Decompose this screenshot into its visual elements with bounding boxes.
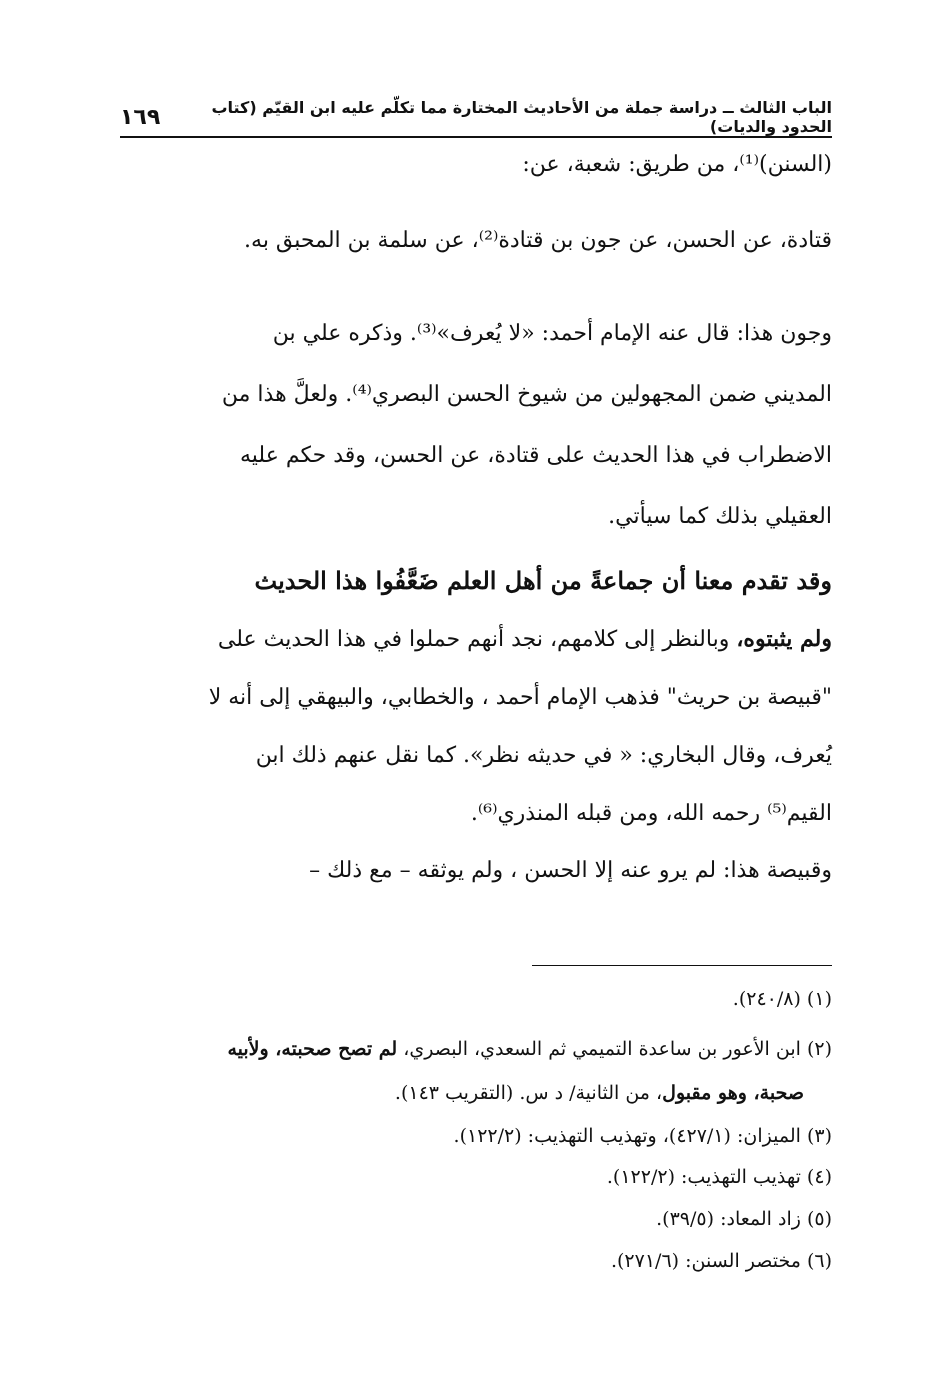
- text-line: قتادة، عن الحسن، عن جون بن قتادة⁽²⁾، عن سلمة بن المحبق به.: [244, 228, 832, 253]
- footnote-4: (٤) تهذيب التهذيب: (١٢٢/٢).: [606, 1166, 832, 1188]
- footnote-2-line-1: [120, 1038, 832, 1060]
- bold-text-line: وقد تقدم معنا أن جماعةً من أهل العلم ضَعَّفُوا هذا الحديث: [254, 566, 832, 595]
- text-line: (السنن)⁽¹⁾، من طريق: شعبة، عن:: [522, 152, 832, 177]
- text-line: وقبيصة هذا: لم يرو عنه إلا الحسن ، ولم يوثقه – مع ذلك –: [309, 858, 832, 883]
- paragraph-3: [120, 303, 832, 547]
- footnote-3: (٣) الميزان: (٤٢٧/١)، وتهذيب التهذيب: (١٢٢/٢).: [453, 1125, 832, 1147]
- paragraph-4: [120, 552, 832, 843]
- bold-phrase: صحبة، وهو مقبول: [662, 1082, 804, 1104]
- footnote-rule: [532, 965, 832, 966]
- bold-phrase: ولم يثبتوه،: [736, 626, 832, 652]
- text-line: [120, 610, 832, 669]
- text-run: ، من الثانية/ د س. (التقريب ١٤٣).: [394, 1082, 663, 1104]
- text-line: المديني ضمن المجهولين من شيوخ الحسن البصري⁽⁴⁾. ولعلَّ هذا من: [221, 382, 832, 407]
- text-run: (٢) ابن الأعور بن ساعدة التميمي ثم السعدي، البصري،: [397, 1038, 832, 1060]
- footnote-2-line-2: [120, 1082, 832, 1104]
- text-line: وجون هذا: قال عنه الإمام أحمد: «لا يُعرف»⁽³⁾. وذكره علي بن: [272, 321, 832, 346]
- text-line: العقيلي بذلك كما سيأتي.: [608, 504, 832, 529]
- running-title: الباب الثالث ــ دراسة جملة من الأحاديث المختارة مما تكلّم عليه ابن القيّم (كتاب الحدود والديات): [211, 98, 832, 136]
- text-run: وبالنظر إلى كلامهم، نجد أنهم حملوا في هذا الحديث على: [217, 627, 737, 652]
- header-rule: [120, 136, 832, 138]
- paragraph-2: [120, 228, 832, 253]
- bold-phrase: لم تصح صحبته، ولأبيه: [227, 1038, 398, 1060]
- text-line: "قبيصة بن حريث" فذهب الإمام أحمد ، والخطابي، والبيهقي إلى أنه لا: [208, 685, 832, 710]
- footnote-5: (٥) زاد المعاد: (٣٩/٥).: [656, 1208, 832, 1230]
- text-line: الاضطراب في هذا الحديث على قتادة، عن الحسن، وقد حكم عليه: [239, 443, 832, 468]
- paragraph-5: [120, 858, 832, 883]
- footnote-6: (٦) مختصر السنن: (٢٧١/٦).: [610, 1250, 832, 1272]
- page-header: [120, 100, 832, 134]
- text-line: القيم⁽⁵⁾ رحمه الله، ومن قبله المنذري⁽⁶⁾.: [470, 801, 832, 826]
- text-line: يُعرف، وقال البخاري: « في حديثه نظر». كما نقل عنهم ذلك ابن: [255, 743, 832, 768]
- footnote-1: (١) (٢٤٠/٨).: [732, 988, 832, 1010]
- page-number: ١٦٩: [120, 104, 161, 130]
- paragraph-1: [120, 152, 832, 177]
